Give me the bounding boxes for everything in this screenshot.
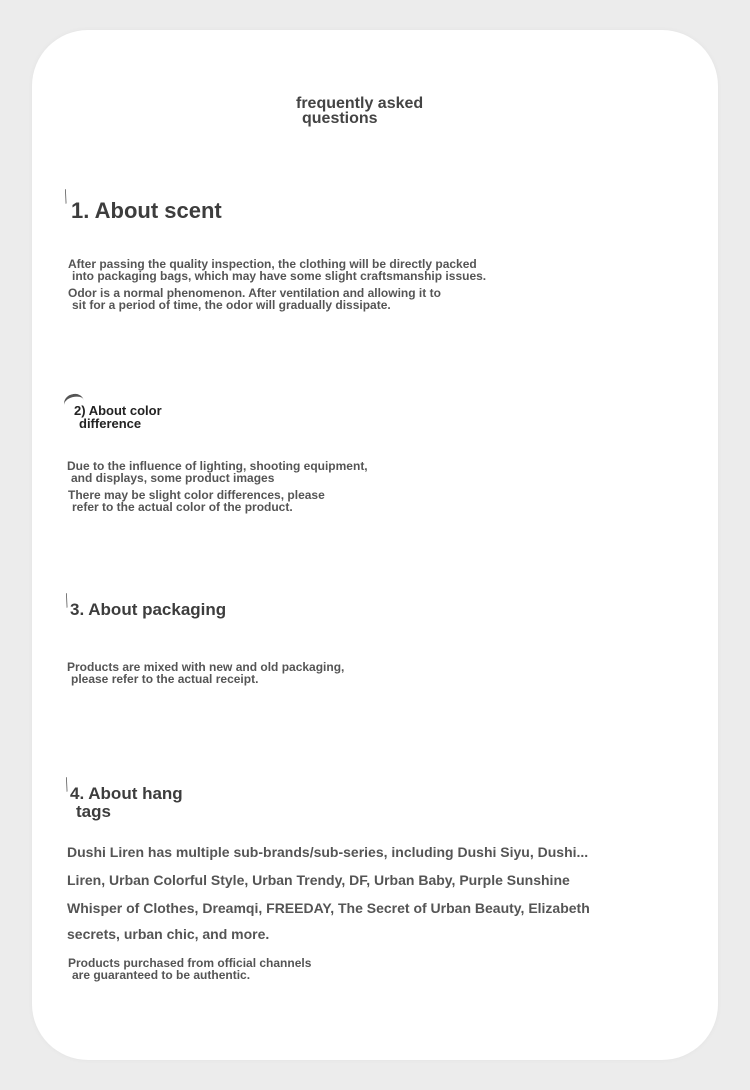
section-heading-color-line-2: difference [79,416,142,431]
color-paragraph-2 [68,489,325,513]
section-heading-tags-line-1: 4. About hang [70,784,183,803]
authentic-paragraph-line-2: are guaranteed to be authentic. [72,968,251,982]
page-title [296,96,423,126]
page-title-line-2: questions [302,110,378,127]
brand-list-paragraph [67,838,590,946]
brush-stroke-icon: ╱ [61,594,73,608]
section-heading-color-line-1: 2) About color [74,403,162,418]
scent-paragraph-2-line-2: sit for a period of time, the odor will gradually dissipate. [72,298,391,312]
brand-list-line-3: Whisper of Clothes, Dreamqi, FREEDAY, The Secret of Urban Beauty, Elizabeth [67,900,590,916]
packaging-paragraph [67,661,344,685]
scent-paragraph-1-line-1: After passing the quality inspection, the clothing will be directly packed [68,257,477,271]
section-heading-color-difference [74,404,162,430]
color-paragraph-2-line-1: There may be slight color differences, please [68,488,325,502]
page-title-line-1: frequently asked [296,95,424,112]
packaging-paragraph-line-2: please refer to the actual receipt. [71,672,259,686]
section-heading-hang-tags [70,785,183,821]
color-paragraph-2-line-2: refer to the actual color of the product. [72,500,293,514]
brand-list-line-4: secrets, urban chic, and more. [67,926,270,942]
authentic-paragraph [68,957,311,981]
brush-stroke-icon: ╱ [61,778,73,792]
packaging-paragraph-line-1: Products are mixed with new and old packaging, [67,660,345,674]
brand-list-line-1: Dushi Liren has multiple sub-brands/sub-series, including Dushi Siyu, Dushi... [67,844,589,860]
scent-paragraph-2 [68,287,441,311]
color-paragraph-1-line-1: Due to the influence of lighting, shooting equipment, [67,459,368,473]
scent-paragraph-2-line-1: Odor is a normal phenomenon. After ventilation and allowing it to [68,286,441,300]
brand-list-line-2: Liren, Urban Colorful Style, Urban Trendy, DF, Urban Baby, Purple Sunshine [67,872,570,888]
section-heading-scent: 1. About scent [71,198,222,223]
authentic-paragraph-line-1: Products purchased from official channels [68,956,312,970]
color-paragraph-1 [67,460,368,484]
color-paragraph-1-line-2: and displays, some product images [71,471,275,485]
section-heading-tags-line-2: tags [76,802,111,821]
section-heading-packaging: 3. About packaging [70,600,227,619]
brush-stroke-icon: ╱ [60,190,72,204]
scent-paragraph-1-line-2: into packaging bags, which may have some slight craftsmanship issues. [72,269,487,283]
scent-paragraph-1 [68,258,486,282]
